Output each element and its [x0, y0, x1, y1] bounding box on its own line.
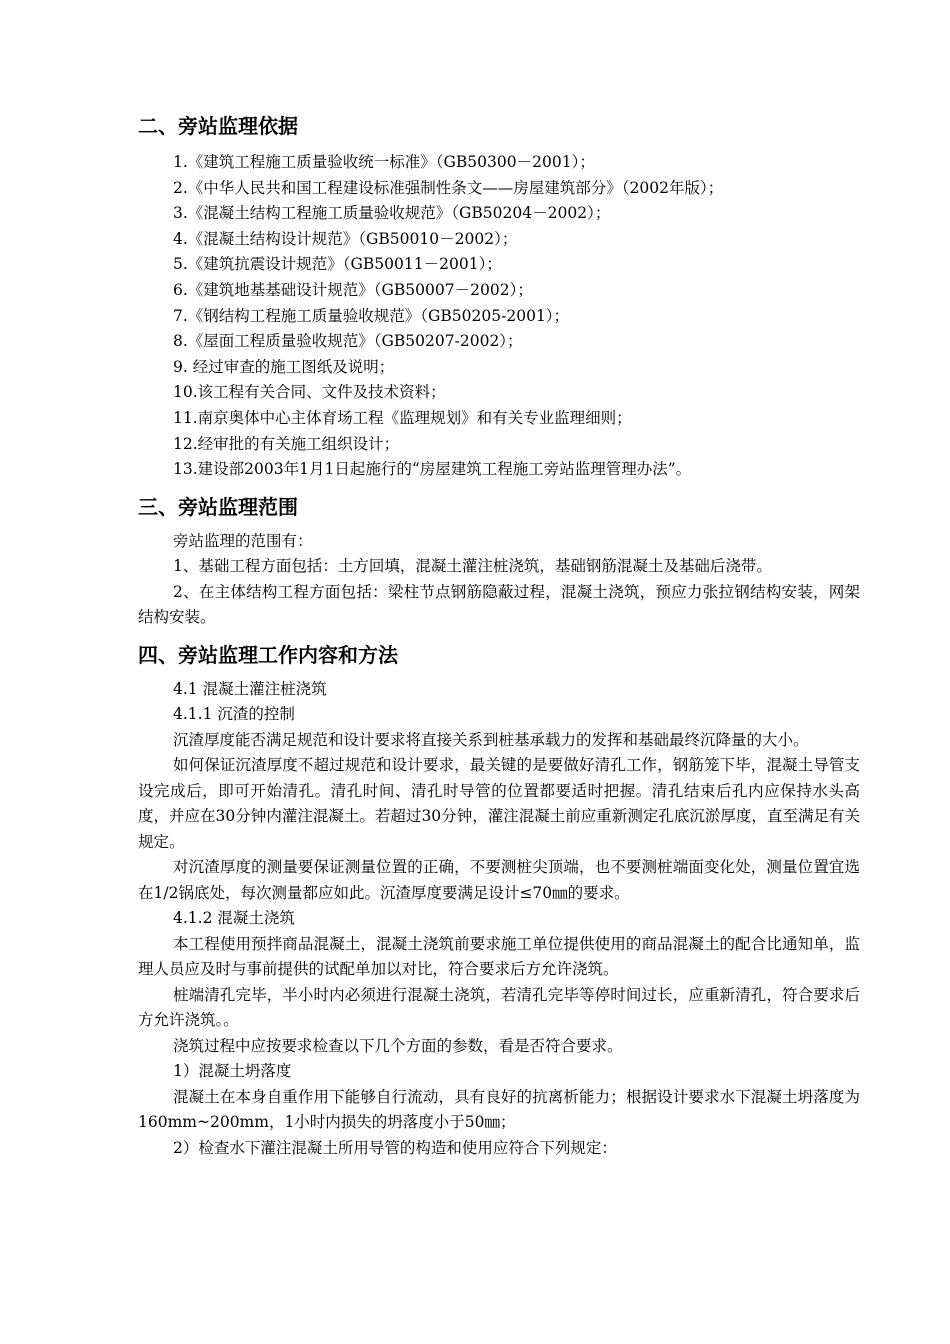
- scope-paragraph: 2、在主体结构工程方面包括：梁柱节点钢筋隐蔽过程，混凝土浇筑，预应力张拉钢结构安装，网架结构安装。: [138, 582, 860, 627]
- body-paragraph: 对沉渣厚度的测量要保证测量位置的正确，不要测桩尖顶端，也不要测桩端面变化处，测量位置宜选在1/2锅底处，每次测量都应如此。沉渣厚度要满足设计≤70㎜的要求。: [138, 858, 860, 902]
- reference-list: [138, 150, 860, 483]
- reference-item: 12.经审批的有关施工组织设计；: [173, 434, 400, 453]
- reference-item: 1.《建筑工程施工质量验收统一标准》（GB50300－2001）；: [173, 153, 595, 171]
- reference-item: 7.《钢结构工程施工质量验收规范》（GB50205-2001）；: [173, 306, 570, 325]
- document-body: [138, 112, 860, 1161]
- reference-item: 9. 经过审查的施工图纸及说明；: [173, 357, 395, 376]
- body-paragraph: 如何保证沉渣厚度不超过规范和设计要求，最关键的是要做好清孔工作，钢筋笼下毕，混凝土导管支设完成后，即可开始清孔。清孔时间、清孔时导管的位置都要适时把握。清孔结束后孔内应保持水头高度，并应在30分钟内灌注混凝土。若超过30分钟，灌注混凝土前应重新测定孔底沉淤厚度，直至满足有关规定。: [138, 756, 860, 851]
- reference-item: 11.南京奥体中心主体育场工程《监理规划》和有关专业监理细则；: [173, 408, 632, 427]
- body-paragraph: 沉渣厚度能否满足规范和设计要求将直接关系到桩基承载力的发挥和基础最终沉降量的大小。: [173, 730, 809, 749]
- body-paragraph: 本工程使用预拌商品混凝土，混凝土浇筑前要求施工单位提供使用的商品混凝土的配合比通知单，监理人员应及时与事前提供的试配单加以对比，符合要求后方允许浇筑。: [138, 934, 860, 979]
- body-paragraph: 桩端清孔完毕，半小时内必须进行混凝土浇筑，若清孔完毕等停时间过长，应重新清孔，符合要求后方允许浇筑。。: [138, 985, 860, 1030]
- subsection-heading: 4.1.1 沉渣的控制: [173, 705, 295, 724]
- reference-item: 3.《混凝土结构工程施工质量验收规范》（GB50204－2002）；: [173, 204, 611, 223]
- reference-item: 10.该工程有关合同、文件及技术资料；: [173, 383, 446, 402]
- reference-item: 4.《混凝土结构设计规范》（GB50010－2002）；: [173, 229, 518, 248]
- scope-paragraph: 1、基础工程方面包括：土方回填，混凝土灌注桩浇筑，基础钢筋混凝土及基础后浇带。: [173, 557, 772, 576]
- scope-intro: 旁站监理的范围有：: [173, 531, 313, 550]
- section-heading-methods: 四、旁站监理工作内容和方法: [138, 642, 398, 667]
- section-heading-scope: 三、旁站监理范围: [138, 494, 298, 519]
- list-item-heading: 2）检查水下灌注混凝土所用导管的构造和使用应符合下列规定：: [173, 1138, 617, 1157]
- list-item-heading: 1）混凝土坍落度: [173, 1062, 292, 1081]
- reference-item: 2.《中华人民共和国工程建设标准强制性条文——房屋建筑部分》（2002年版）；: [173, 178, 724, 197]
- reference-item: 13.建设部2003年1月1日起施行的“房屋建筑工程施工旁站监理管理办法”。: [173, 460, 692, 479]
- body-paragraph: 混凝土在本身自重作用下能够自行流动，具有良好的抗离析能力；根据设计要求水下混凝土坍落度为160mm~200mm，1小时内损失的坍落度小于50㎜；: [138, 1087, 860, 1132]
- reference-item: 5.《建筑抗震设计规范》（GB50011－2001）；: [173, 255, 502, 274]
- subsection-heading: 4.1 混凝土灌注桩浇筑: [173, 679, 327, 698]
- subsection-heading: 4.1.2 混凝土浇筑: [173, 909, 295, 928]
- reference-item: 6.《建筑地基基础设计规范》（GB50007－2002）；: [173, 280, 533, 299]
- section-heading-basis: 二、旁站监理依据: [138, 114, 298, 138]
- body-paragraph: 浇筑过程中应按要求检查以下几个方面的参数，看是否符合要求。: [173, 1036, 623, 1055]
- reference-item: 8.《屋面工程质量验收规范》（GB50207-2002）；: [173, 332, 523, 351]
